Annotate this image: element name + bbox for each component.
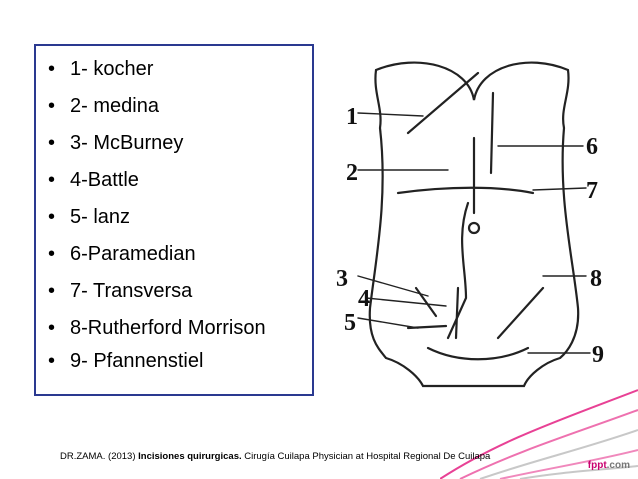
citation-rest: Cirugía Cuilapa Physician at Hospital Regional De Cuilapa [241, 451, 491, 462]
list-item: • 7- Transversa [46, 280, 266, 303]
citation-author: DR.ZAMA. (2013) [60, 451, 139, 462]
torso-outline [370, 63, 578, 386]
diagram-number-5: 5 [344, 310, 356, 336]
incision-list [46, 58, 266, 387]
list-item: • 3- McBurney [46, 132, 266, 155]
diagram-number-1: 1 [346, 104, 358, 130]
diagram-number-6: 6 [586, 134, 598, 160]
list-item: • 8-Rutherford Morrison [46, 317, 266, 340]
brand-suffix: .com [606, 460, 630, 471]
diagram-number-3: 3 [336, 266, 348, 292]
incision-paramedian [491, 93, 493, 173]
diagram-number-7: 7 [586, 178, 598, 204]
incision-transversa [398, 188, 533, 193]
incision-list-box [34, 44, 314, 396]
diagram-number-8: 8 [590, 266, 602, 292]
incision-umbilical [448, 203, 468, 338]
diagram-number-4: 4 [358, 286, 370, 312]
diagram-number-9: 9 [592, 342, 604, 368]
list-item: • 9- Pfannenstiel [46, 350, 266, 373]
incision-kocher [408, 73, 478, 133]
citation-title: Incisiones quirurgicas. [138, 451, 242, 462]
incision-battle [456, 288, 458, 338]
diagram-number-2: 2 [346, 160, 358, 186]
list-item: • 4-Battle [46, 169, 266, 192]
abdomen-incisions-diagram [328, 38, 618, 395]
citation [60, 451, 490, 462]
list-item: • 2- medina [46, 95, 266, 118]
list-item: • 6-Paramedian [46, 243, 266, 266]
brand-logo [588, 460, 630, 471]
brand-prefix: fppt [587, 460, 607, 471]
list-item: • 5- lanz [46, 206, 266, 229]
incision-rutherford [498, 288, 543, 338]
incision-mcburney [416, 288, 436, 316]
incision-pfannenstiel [428, 348, 528, 359]
list-item: • 1- kocher [46, 58, 266, 81]
